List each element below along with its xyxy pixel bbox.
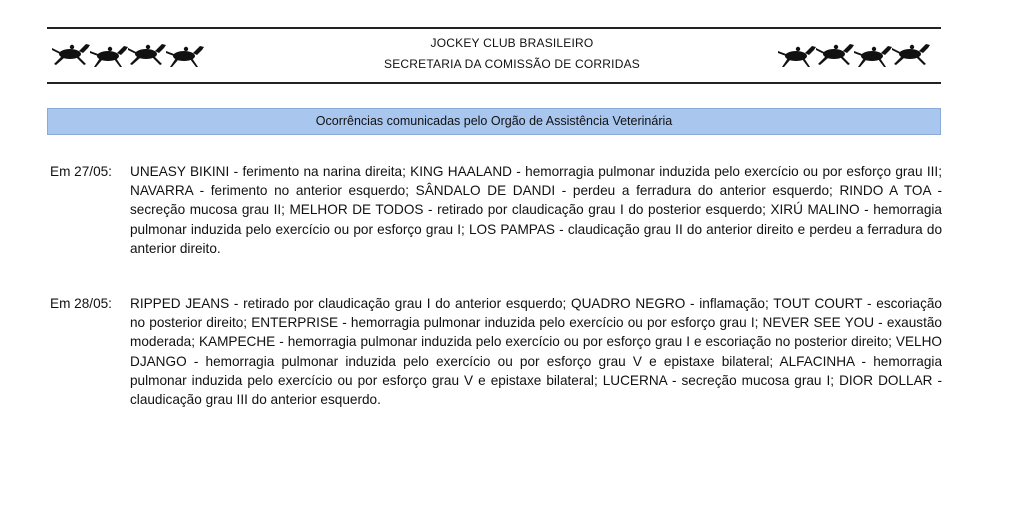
entry-date: Em 28/05: [50,296,112,311]
entry-text: UNEASY BIKINI - ferimento na narina direita; KING HAALAND - hemorragia pulmonar induzida pelo exercício ou por esforço grau III; NAVARRA - ferimento no anterior esquerdo; SÂNDALO DE DANDI - perdeu a ferradura do anterior esquerdo; RINDO A TOA - secreção mucosa grau II; MELHOR DE TODOS - retirado por claudicação grau I do posterior esquerdo; XIRÚ MALINO - hemorragia pulmonar induzida pelo exercício ou por esforço grau I; LOS PAMPAS - claudicação grau II do anterior direito e perdeu a ferradura do anterior direito. [130,164,942,256]
organization-title: JOCKEY CLUB BRASILEIRO [430,36,594,50]
occurrence-entry [50,294,942,409]
occurrence-entry [50,162,942,258]
entry-text: RIPPED JEANS - retirado por claudicação grau I do anterior esquerdo; QUADRO NEGRO - inflamação; TOUT COURT - escoriação no posterior direito; ENTERPRISE - hemorragia pulmonar induzida pelo exercício ou por esforço grau I; NEVER SEE YOU - exaustão moderada; KAMPECHE - hemorragia pulmonar induzida pelo exercício ou por esforço grau I e escoriação no posterior direito; VELHO DJANGO - hemorragia pulmonar induzida pelo exercício ou por esforço grau V e epistaxe bilateral; ALFACINHA - hemorragia pulmonar induzida pelo exercício ou por esforço grau V e epistaxe bilateral; LUCERNA - secreção mucosa grau I; DIOR DOLLAR - claudicação grau III do anterior esquerdo. [130,296,942,408]
galloping-horses-icon [776,38,938,70]
department-title: SECRETARIA DA COMISSÃO DE CORRIDAS [384,57,640,71]
section-banner [47,108,941,135]
header-top-rule [47,27,941,29]
section-banner-title: Ocorrências comunicadas pelo Orgão de Assistência Veterinária [315,114,673,128]
header-bottom-rule [47,82,941,84]
entry-date: Em 27/05: [50,164,112,179]
